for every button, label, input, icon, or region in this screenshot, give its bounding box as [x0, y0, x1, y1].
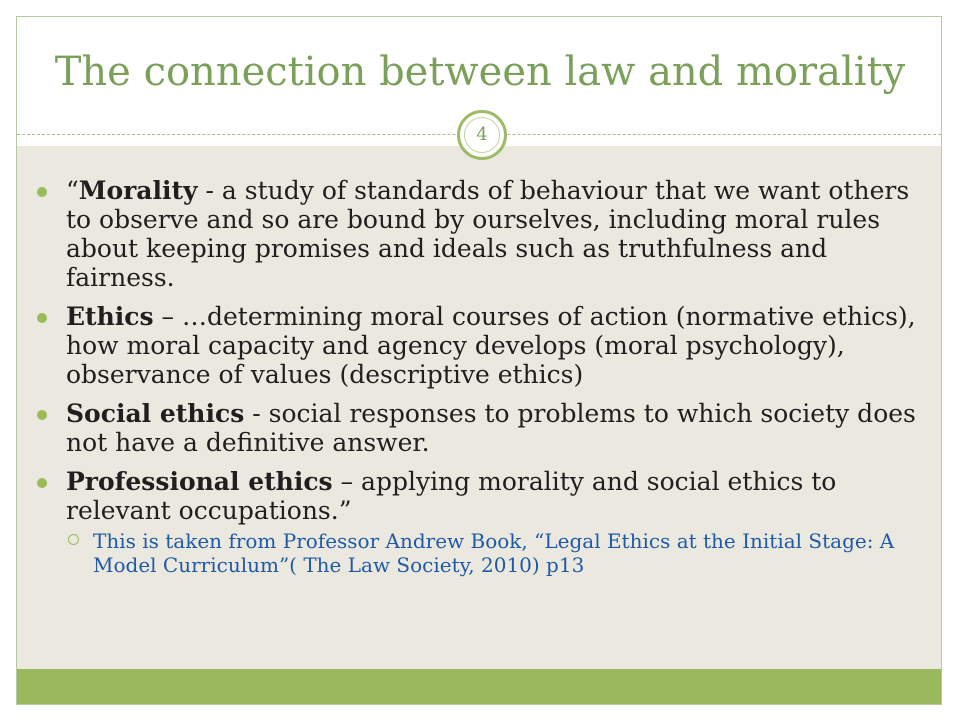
bullet-text: – …determining moral courses of action (normative ethics), how moral capacity and agency develops (moral psychology), observance of values (descriptive ethics) — [66, 302, 916, 389]
hollow-bullet-icon — [68, 534, 79, 545]
bullet-dot-icon — [37, 478, 47, 488]
bullet-term: Professional ethics — [66, 467, 333, 496]
bullet-ethics — [36, 302, 916, 389]
bullet-term: Ethics — [66, 302, 154, 331]
bullet-text: - social responses to problems to which society does not have a definitive answer. — [66, 399, 916, 457]
page-number: 4 — [464, 117, 500, 153]
bullet-list — [36, 176, 916, 577]
bullet-text: - a study of standards of behaviour that we want others to observe and so are bound by ourselves, including moral rules about keeping promises and ideals such as truthfulness and fairness. — [66, 176, 910, 292]
bullet-text: – applying morality and social ethics to relevant occupations.” — [66, 467, 837, 525]
sub-bullet-citation — [36, 529, 916, 577]
bullet-term: Social ethics — [66, 399, 245, 428]
bullet-dot-icon — [37, 187, 47, 197]
bullet-lead: “ — [66, 176, 79, 205]
page-number-badge — [457, 110, 507, 160]
slide-title: The connection between law and morality — [54, 49, 906, 95]
bullet-dot-icon — [37, 313, 47, 323]
bullet-social-ethics — [36, 399, 916, 457]
bottom-accent-bar — [17, 669, 941, 704]
bullet-morality — [36, 176, 916, 292]
bullet-term: Morality — [78, 176, 198, 205]
citation-text: This is taken from Professor Andrew Book, “Legal Ethics at the Initial Stage: A Model Curriculum”( The Law Society, 2010) p13 — [93, 529, 895, 577]
bullet-professional-ethics — [36, 467, 916, 525]
bullet-dot-icon — [37, 410, 47, 420]
